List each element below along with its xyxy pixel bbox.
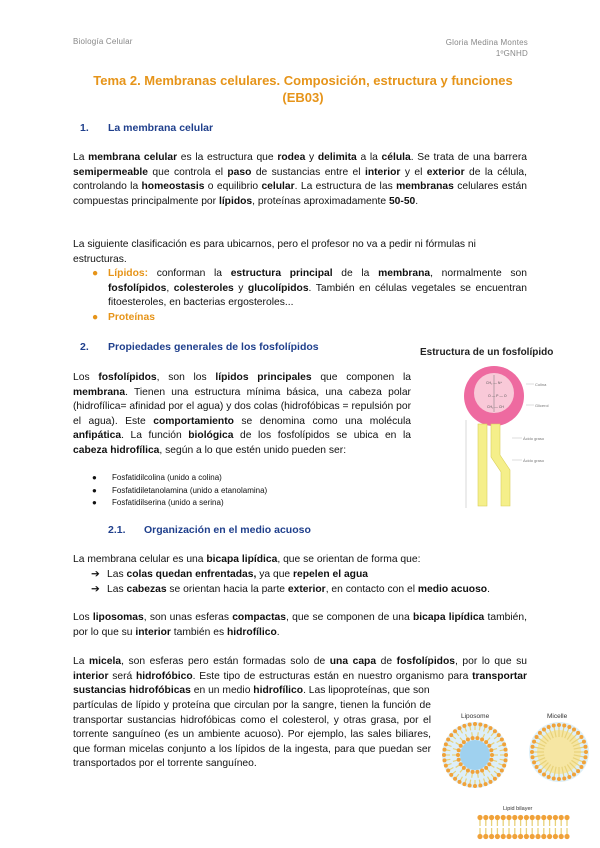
lipid-head bbox=[576, 769, 580, 773]
text-run: , por lo que su bbox=[454, 656, 527, 667]
text-run: La membrana celular es una bbox=[73, 554, 207, 565]
text-run: , son los bbox=[156, 372, 216, 383]
lipid-head bbox=[500, 738, 504, 742]
lipid-head bbox=[459, 762, 463, 766]
lipid-head bbox=[449, 773, 453, 777]
text-run: cabeza hidrofílica bbox=[73, 444, 160, 456]
lipid-head bbox=[446, 738, 450, 742]
lipid-head bbox=[584, 750, 588, 754]
lipid-head bbox=[504, 748, 508, 752]
lipid-head bbox=[453, 729, 457, 733]
lipid-head bbox=[495, 815, 500, 820]
text-run: fosfolípidos bbox=[108, 282, 167, 294]
lipid-head bbox=[457, 758, 461, 762]
lipid-head bbox=[442, 758, 446, 762]
lipid-head bbox=[446, 769, 450, 773]
lipid-head bbox=[572, 728, 576, 732]
svg-text:Ácido graso: Ácido graso bbox=[523, 458, 545, 463]
text-run: . bbox=[276, 626, 280, 638]
text-run: La bbox=[73, 656, 90, 667]
text-run: glucolípidos bbox=[247, 282, 309, 294]
lipid-head bbox=[530, 815, 535, 820]
lipid-head bbox=[477, 834, 482, 839]
text-run: , son esferas pero están formadas solo de bbox=[121, 656, 330, 667]
text-run: anfipática bbox=[73, 430, 122, 442]
svg-text:O — P — O: O — P — O bbox=[488, 394, 507, 398]
list-item bbox=[92, 485, 372, 498]
text-run: 50-50 bbox=[388, 195, 416, 207]
lipid-head bbox=[532, 760, 536, 764]
text-run: comportamiento bbox=[153, 415, 234, 427]
arrow-icon: ➔ bbox=[91, 583, 100, 595]
lipid-head bbox=[542, 728, 546, 732]
lipid-head bbox=[576, 731, 580, 735]
text-run: , son unas esferas bbox=[143, 612, 233, 623]
lipid-head bbox=[562, 776, 566, 780]
lipid-head bbox=[487, 744, 491, 748]
text-run: . También en células vegetales se encuentran fitoesteroles, en bacterias ergosteroles... bbox=[108, 282, 527, 309]
lipid-head bbox=[557, 777, 561, 781]
lipid-head bbox=[487, 762, 491, 766]
lipid-head bbox=[541, 834, 546, 839]
lipid-head bbox=[531, 745, 535, 749]
paragraph-classification: La siguiente clasificación es para ubicarnos, pero el profesor no va a pedir ni fórmulas ni estructuras. bbox=[73, 239, 476, 265]
lipid-head bbox=[582, 760, 586, 764]
lipid-head bbox=[483, 815, 488, 820]
lipid-head bbox=[583, 745, 587, 749]
phospholipid-diagram bbox=[418, 360, 568, 510]
lipid-head bbox=[572, 772, 576, 776]
lipid-head bbox=[535, 815, 540, 820]
lipid-head bbox=[466, 768, 470, 772]
text-run: micela bbox=[89, 656, 122, 667]
text-run: o equilibrio bbox=[204, 181, 262, 193]
lipid-head bbox=[442, 753, 446, 757]
lipid-head bbox=[462, 782, 466, 786]
text-run: Lípidos: bbox=[108, 268, 149, 279]
text-run: también, por lo que su bbox=[73, 612, 527, 638]
lipid-head bbox=[579, 765, 583, 769]
lipid-head bbox=[535, 765, 539, 769]
text-run: liposomas bbox=[92, 612, 144, 623]
text-run: hidrofóbico bbox=[135, 670, 193, 682]
text-run: lípidos principales bbox=[215, 372, 312, 383]
text-run: que componen la bbox=[311, 372, 411, 383]
text-run: Los bbox=[73, 372, 99, 383]
lipid-head bbox=[504, 753, 508, 757]
lipid-head bbox=[449, 733, 453, 737]
phospholipid-tail-2 bbox=[491, 424, 510, 506]
lipid-head bbox=[530, 750, 534, 754]
list-item-text bbox=[107, 569, 368, 580]
lipid-head bbox=[500, 769, 504, 773]
phospholipid-figure-title: Estructura de un fosfolípido bbox=[420, 347, 554, 358]
text-run: en un medio bbox=[190, 685, 254, 697]
lipid-head bbox=[489, 758, 493, 762]
text-run: . Se trata de una barrera bbox=[410, 152, 527, 163]
list-item bbox=[92, 472, 372, 485]
text-run: . bbox=[415, 195, 419, 207]
bullet-icon: ● bbox=[92, 311, 99, 323]
lipid-head bbox=[466, 738, 470, 742]
text-run: y el bbox=[400, 166, 427, 178]
bullet-icon: ● bbox=[92, 498, 97, 507]
lipid-head bbox=[547, 834, 552, 839]
text-run: bicapa lipídica bbox=[412, 612, 485, 623]
lipid-head bbox=[559, 834, 564, 839]
lipid-head bbox=[557, 723, 561, 727]
text-run: ya que bbox=[256, 569, 294, 580]
text-run: será bbox=[108, 670, 136, 682]
section-2-1-title: Organización en el medio acuoso bbox=[144, 524, 311, 536]
section-1-heading bbox=[80, 122, 213, 134]
section-2-1-number: 2.1. bbox=[108, 524, 126, 536]
lipid-head bbox=[583, 755, 587, 759]
lipid-head bbox=[462, 724, 466, 728]
text-run: repelen el agua bbox=[293, 569, 368, 580]
paragraph-micelle bbox=[73, 655, 527, 699]
lipid-head bbox=[495, 834, 500, 839]
lipid-head bbox=[489, 726, 493, 730]
text-run: . Las lipoproteínas, que son bbox=[303, 685, 430, 697]
lipid-head bbox=[462, 766, 466, 770]
lipid-head bbox=[489, 748, 493, 752]
text-run: se denomina como una molécula bbox=[233, 415, 411, 427]
text-run: interior bbox=[135, 626, 171, 638]
list-item-text bbox=[108, 268, 527, 308]
lipid-head bbox=[462, 740, 466, 744]
list-item-text bbox=[107, 584, 490, 595]
lipid-head bbox=[553, 834, 558, 839]
text-run: Proteínas bbox=[108, 311, 155, 323]
text-run: , que se orientan de forma que: bbox=[277, 554, 421, 565]
micelle-label: Micelle bbox=[547, 713, 568, 720]
svg-text:Ácido graso: Ácido graso bbox=[523, 436, 545, 441]
text-run: hidrofílico bbox=[226, 626, 277, 638]
text-run: Los bbox=[73, 612, 93, 623]
section-1-number: 1. bbox=[80, 122, 89, 134]
text-run: homeostasis bbox=[141, 181, 205, 193]
text-run: a la bbox=[356, 152, 382, 163]
text-run: . La función bbox=[121, 430, 189, 442]
text-run: medio acuoso bbox=[417, 583, 488, 595]
text-run: una capa bbox=[329, 656, 377, 667]
lipid-head bbox=[442, 748, 446, 752]
section-1-title: La membrana celular bbox=[108, 122, 214, 134]
list-item-text bbox=[108, 312, 155, 323]
lipid-head bbox=[531, 755, 535, 759]
list-item bbox=[91, 583, 527, 598]
text-run: estructura principal bbox=[230, 268, 333, 279]
lipid-head bbox=[506, 834, 511, 839]
text-run: también es bbox=[170, 626, 227, 638]
text-run: colas quedan enfrentadas, bbox=[126, 569, 257, 580]
paragraph-bilayer bbox=[73, 553, 527, 568]
text-run: exterior bbox=[426, 166, 465, 178]
lipid-head bbox=[524, 834, 529, 839]
lipid-head bbox=[518, 815, 523, 820]
orientation-list bbox=[91, 568, 527, 597]
lipid-head bbox=[444, 764, 448, 768]
bullet-icon: ● bbox=[92, 473, 97, 482]
text-run: interior bbox=[73, 670, 109, 682]
svg-text:CH₂ — N⁺: CH₂ — N⁺ bbox=[486, 381, 503, 385]
lipid-head bbox=[562, 724, 566, 728]
list-item bbox=[92, 267, 527, 311]
lipid-head bbox=[489, 780, 493, 784]
lipid-head bbox=[541, 815, 546, 820]
lipid-head bbox=[458, 780, 462, 784]
phospholipid-types-list bbox=[92, 472, 372, 510]
text-run: que controla el bbox=[147, 166, 228, 178]
text-run: membrana bbox=[73, 386, 126, 398]
lipid-head bbox=[444, 742, 448, 746]
text-run: , según a lo que estén unido pueden ser: bbox=[159, 444, 347, 456]
lipid-head bbox=[471, 770, 475, 774]
lipid-head bbox=[538, 769, 542, 773]
text-run: membrana bbox=[378, 268, 431, 279]
text-run: lípidos bbox=[218, 195, 253, 207]
list-item bbox=[92, 311, 527, 326]
lipid-head bbox=[564, 834, 569, 839]
text-run: de la bbox=[332, 268, 379, 279]
header-left: Biología Celular bbox=[73, 37, 133, 46]
lipid-head bbox=[475, 770, 479, 774]
lipid-head bbox=[547, 725, 551, 729]
lipid-head bbox=[477, 815, 482, 820]
course-code: 1ºGNHD bbox=[495, 49, 528, 58]
lipid-head bbox=[458, 726, 462, 730]
lipid-head bbox=[459, 744, 463, 748]
lipid-head bbox=[567, 725, 571, 729]
lipid-head bbox=[535, 735, 539, 739]
lipid-head bbox=[453, 777, 457, 781]
micelle-diagram bbox=[527, 720, 591, 784]
text-run: . La estructura de las bbox=[294, 181, 397, 193]
lipid-head bbox=[471, 736, 475, 740]
lipid-head bbox=[473, 722, 477, 726]
lipid-head bbox=[489, 815, 494, 820]
lipid-head bbox=[501, 815, 506, 820]
lipid-head bbox=[489, 834, 494, 839]
lipid-head bbox=[478, 722, 482, 726]
text-run: membranas bbox=[396, 181, 454, 193]
text-run: exterior bbox=[287, 583, 326, 595]
svg-text:Colina: Colina bbox=[535, 382, 547, 387]
lipid-head bbox=[524, 815, 529, 820]
paragraph-liposomes bbox=[73, 611, 527, 640]
lipid-head bbox=[468, 784, 472, 788]
text-run: conforman la bbox=[148, 268, 231, 279]
lipid-head bbox=[530, 834, 535, 839]
text-run: compactas bbox=[232, 612, 287, 623]
text-run: transportar sustancias hidrofóbicas bbox=[73, 670, 527, 697]
lipid-head bbox=[468, 722, 472, 726]
lipid-head bbox=[480, 768, 484, 772]
text-run: Las bbox=[107, 569, 127, 580]
author-name: Gloria Medina Montes bbox=[445, 38, 528, 47]
lipid-head bbox=[493, 777, 497, 781]
phospholipid-tail-1 bbox=[478, 424, 487, 506]
lipid-head bbox=[535, 834, 540, 839]
lipid-head bbox=[559, 815, 564, 820]
lipid-head bbox=[456, 753, 460, 757]
list-item-text: Fosfatidilserina (unido a serina) bbox=[112, 498, 224, 507]
text-run: . bbox=[487, 583, 490, 595]
paragraph-membrane bbox=[73, 151, 527, 209]
header-right bbox=[446, 37, 528, 59]
lipid-head bbox=[490, 753, 494, 757]
lipid-head bbox=[483, 834, 488, 839]
text-run: delimita bbox=[317, 152, 357, 163]
paragraph-lipoproteins: partículas de lípido y proteína que circulan por la sangre, tienen la función de transportar sustancias hidrofóbicas como el colesterol, y otras grasa, por el torrente sanguíneo (es un ambiente acuoso). Por ejemplo, las sales biliares, que forman micelas conjunto a los lípidos de la ingesta, para que puedan ser transportados por el torrente sanguíneo. bbox=[73, 700, 431, 770]
text-run: semipermeable bbox=[73, 166, 148, 178]
text-run: . Este tipo de estructuras están en nuestro organismo para bbox=[192, 670, 473, 682]
lipid-head bbox=[502, 742, 506, 746]
text-run: , en contacto con el bbox=[325, 583, 418, 595]
lipid-head bbox=[579, 735, 583, 739]
lipid-head bbox=[552, 776, 556, 780]
lipid-head bbox=[484, 766, 488, 770]
lipid-head bbox=[480, 738, 484, 742]
svg-text:Glicerol: Glicerol bbox=[535, 403, 549, 408]
lipid-head bbox=[497, 733, 501, 737]
section-2-title: Propiedades generales de los fosfolípidos bbox=[108, 341, 319, 353]
lipid-head bbox=[552, 724, 556, 728]
lipid-head bbox=[582, 740, 586, 744]
lipid-head bbox=[484, 740, 488, 744]
text-run: se orientan hacia la parte bbox=[166, 583, 288, 595]
text-run: Las bbox=[107, 583, 127, 595]
lipid-head bbox=[501, 834, 506, 839]
lipid-head bbox=[484, 724, 488, 728]
lipid-head bbox=[512, 834, 517, 839]
list-item bbox=[92, 497, 372, 510]
lipid-head bbox=[493, 729, 497, 733]
bilayer-label: Lipid bilayer bbox=[503, 806, 533, 812]
list-item-text: Fosfatidiletanolamina (unido a etanolamina) bbox=[112, 485, 268, 495]
lipid-list bbox=[92, 267, 527, 325]
arrow-icon: ➔ bbox=[91, 569, 100, 580]
text-run: de los fosfolípidos se ubica en la bbox=[233, 430, 411, 442]
text-run: , normalmente son bbox=[430, 268, 528, 279]
list-item-text: Fosfatidilcolina (unido a colina) bbox=[112, 473, 222, 482]
bullet-icon: ● bbox=[92, 485, 97, 495]
lipid-head bbox=[564, 815, 569, 820]
text-run: interior bbox=[364, 166, 401, 178]
section-2-1-heading bbox=[108, 524, 311, 536]
liposome-diagram bbox=[440, 720, 510, 790]
text-run: fosfolípidos bbox=[396, 656, 455, 667]
text-run: , proteínas aproximadamente bbox=[252, 195, 389, 207]
text-run: y bbox=[233, 282, 248, 294]
lipid-head bbox=[538, 731, 542, 735]
lipid-head bbox=[567, 775, 571, 779]
lipid-head bbox=[553, 815, 558, 820]
text-run: de bbox=[376, 656, 397, 667]
lipid-head bbox=[532, 740, 536, 744]
text-run: célula bbox=[381, 152, 411, 163]
text-run: , que se componen de una bbox=[286, 612, 413, 623]
lipid-head bbox=[547, 775, 551, 779]
text-run: bicapa lipídica bbox=[206, 554, 278, 565]
lipid-head bbox=[518, 834, 523, 839]
section-2-heading bbox=[80, 341, 319, 353]
text-run: La bbox=[73, 152, 89, 163]
lipid-head bbox=[506, 815, 511, 820]
text-run: de la célula, controlando la bbox=[73, 166, 527, 193]
text-run: celulares están compuestas principalmente por bbox=[73, 181, 527, 207]
text-run: colesteroles bbox=[173, 282, 234, 294]
text-run: membrana celular bbox=[88, 152, 178, 163]
lipid-head bbox=[512, 815, 517, 820]
list-item bbox=[91, 568, 527, 583]
lipid-head bbox=[484, 782, 488, 786]
liposome-label: Liposome bbox=[461, 713, 490, 720]
text-run: fosfolípidos bbox=[98, 372, 157, 383]
svg-text:CH₂ — CH: CH₂ — CH bbox=[487, 405, 504, 409]
text-run: celular bbox=[261, 181, 295, 193]
bullet-icon: ● bbox=[92, 268, 99, 279]
page-title: Tema 2. Membranas celulares. Composición, estructura y funciones (EB03) bbox=[93, 73, 513, 105]
lipid-head bbox=[497, 773, 501, 777]
text-run: y bbox=[305, 152, 318, 163]
lipid-head bbox=[457, 748, 461, 752]
text-run: hidrofílico bbox=[253, 685, 304, 697]
lipid-head bbox=[542, 772, 546, 776]
lipid-head bbox=[473, 784, 477, 788]
lipid-head bbox=[547, 815, 552, 820]
lipid-head bbox=[502, 764, 506, 768]
text-run: . Tienen una estructura mínima básica, una cabeza polar (hidrofílica= afinidad por el agua) y dos colas (hidrofóbicas = repulsión por el agua). Este bbox=[73, 386, 411, 427]
section-2-number: 2. bbox=[80, 341, 89, 353]
aqueous-core bbox=[460, 740, 490, 770]
text-run: es la estructura que bbox=[177, 152, 278, 163]
lipid-head bbox=[478, 784, 482, 788]
lipid-head bbox=[504, 758, 508, 762]
text-run: paso bbox=[227, 166, 252, 178]
text-run: de sustancias entre el bbox=[251, 166, 365, 178]
lipid-bilayer-diagram bbox=[476, 814, 572, 840]
lipid-head bbox=[475, 736, 479, 740]
text-run: biológica bbox=[188, 430, 234, 442]
text-run: , bbox=[166, 282, 174, 294]
text-run: cabezas bbox=[126, 583, 167, 595]
paragraph-phospholipids bbox=[73, 371, 411, 459]
text-run: rodea bbox=[277, 152, 306, 163]
